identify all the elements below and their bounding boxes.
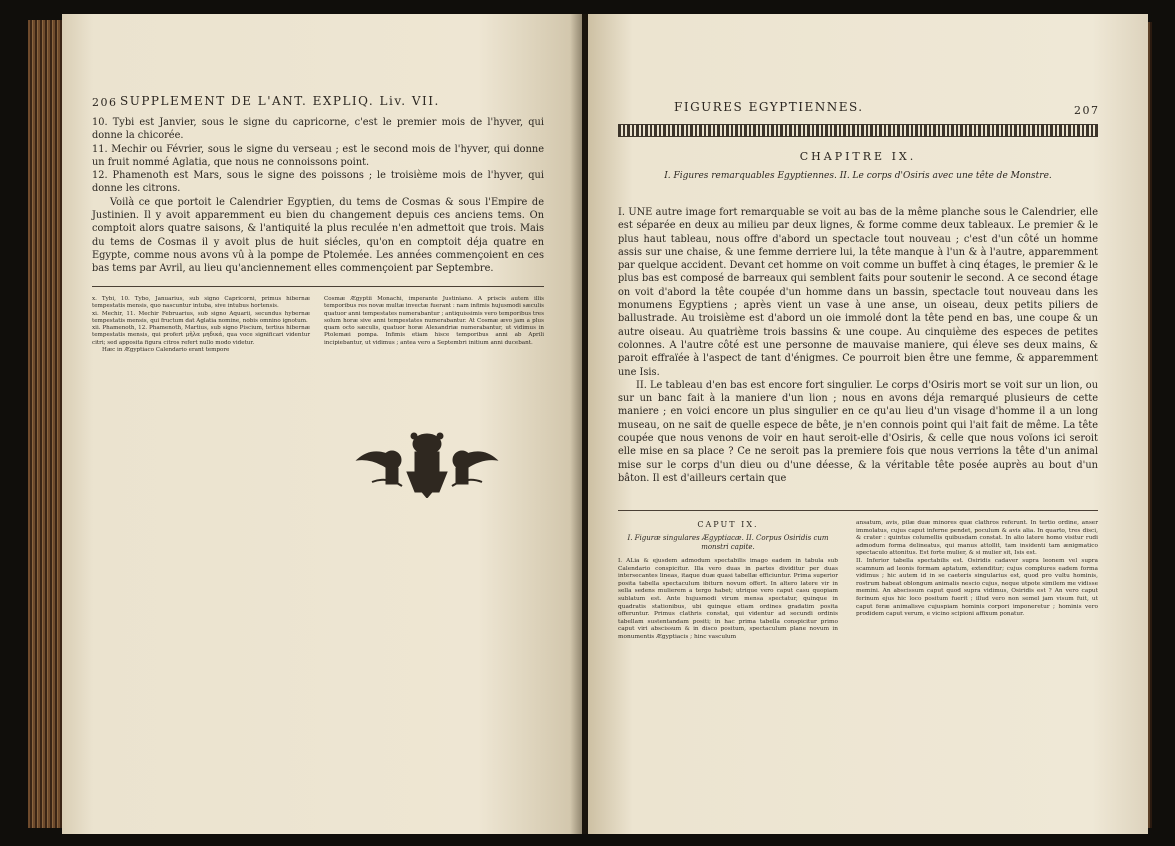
footnote-entry: xii. Phamenoth, 12. Phamenoth, Martius, sub signo Piscium, tertius hibernæ tempestatis mensis, qui profert μῆλα μηδικά, qua voce significari videntur citri; sed apposita figura citros refert nullo modo videtur. xyxy=(92,325,310,346)
latin-column-2: ansatum, avis, pilæ duæ minores quæ clathros referunt. In tertio ordine, anser immolatus, cujus caput inferne pendet, poculum & avis alia. In quarto, tres disci, & crater : quintus columellis quibusdam constat. In alio latere homo visitur rudi admodum forma delineatus, qui manus attollit, tam insidenti tam ænigmatico spectaculo attonitus. Est forte mulier, & si mulier sit, Isis est. II. Inferior tabella spectabilis est. Osiridis cadaver supra leonem vel supra scamnum ad leonis formam aptatum, extenditur; cujus complures eadem forma vidimus ; hic autem id in se caeteris singularius est, quod pro vultu hominis, rostrum habeat oblongum animalis nescio cujus, neque utpote similem me vidisse memini. An abscissum caput quod supra vidimus, Osiridis est ? An vero caput ferinum ejus hic loco positum fuerit ; illud vero non semel jam visum fuit, ut caput feræ animalisve cujuspiam hominis corpori imponeretur ; hominis vero prodidem caput verum, e vicino scipioni affixum ponatur. xyxy=(856,520,1098,618)
chapter-ornament-band xyxy=(618,124,1098,137)
chapter-heading: CHAPITRE IX. xyxy=(799,150,917,163)
main-text-paragraph: 10. Tybi est Janvier, sous le signe du capricorne, c'est le premier mois de l'hyver, qui donne la chicorée. xyxy=(92,117,544,142)
footnote-column-1 xyxy=(92,296,310,354)
ornament-vignette-icon xyxy=(352,426,502,498)
latin-column-1: I. ALia & ejusdem admodum spectabilis imago eadem in tabula sub Calendario conspicitur. Illa vero duas in partes dividitur per duas intersecantes lineas, itaque duæ quasi tabellæ efficiuntur. Prima superior posita tabella spectaculum ibiturn novum offert. In altero latere vir in sella sedens mulierem a tergo habet; utrique vero caput casu quopiam sublatum est. Ante hujusmodi virum mensa spectatur, quinque in quadratis stationibus, ubi quinque etiam ordines gradatim posita offeruntur. Primus clathris constat, qui videntur ad secundi ordinis tabellam sustentandam positi; in hac prima tabella conspicitur primo caput viri abscissum & in disco positum, spectaculum plane novum in monumentis Ægyptiacis ; hinc vasculum xyxy=(618,558,838,640)
latin-heading: CAPUT IX. xyxy=(697,520,759,529)
footnote-entry: x. Tybi, 10. Tybo, Januarius, sub signo Capricorni, primus hibernæ tempestatis mensis, quo nascuntur intuba, sive intubus hortensis. xyxy=(92,296,310,310)
left-page-number: 206 xyxy=(92,96,118,109)
main-text-paragraph: 11. Mechir ou Février, sous le signe du verseau ; est le second mois de l'hyver, qui donne un fruit nommé Aglatia, que nous ne connoissons point. xyxy=(92,143,544,168)
left-page xyxy=(62,14,582,834)
main-paragraph-2: II. Le tableau d'en bas est encore fort singulier. Le corps d'Osiris mort se voit sur un lion, ou sur un banc fait à la maniere d'un lion ; nous en avons déja remarqué plusieurs de cette maniere ; en voici encore un plus singulier en ce qu'au lieu d'un visage d'homme il a un long museau, on ne sait de quelle espece de bête, je n'en connois point qui l'ait fait de même. La tête coupée que nous venons de voir en haut seroit-elle d'Osiris, & celle que nous voïons ici seroit elle mise en sa place ? Ce ne seroit pas la premiere fois que nous verrions la tête d'un animal mise sur le corps d'un dieu ou d'une déesse, & la véritable tête posée auprès au bout d'un bâton. Il est d'ailleurs certain que xyxy=(618,379,1098,484)
right-main-text xyxy=(618,206,1098,485)
left-running-head: SUPPLEMENT DE L'ANT. EXPLIQ. Liv. VII. xyxy=(120,94,440,108)
latin-section-rule xyxy=(618,510,1098,511)
main-text-paragraph: Voilà ce que portoit le Calendrier Egyptien, du tems de Cosmas & sous l'Empire de Justinien. Il y avoit apparemment eu bien du changement depuis ces anciens tems. On comptoit alors quatre saisons, & l'antiquité la plus reculée n'en admettoit que trois. Mais du tems de Cosmas il y avoit plus de huit siécles, qu'on en comptoit déja quatre en Egypte, comme nous avons vû à la pompe de Ptolemée. Les années commençoient en ces bas tems par Avril, au lieu qu'anciennement elles commençoient par Septembre. xyxy=(92,196,544,275)
main-text-paragraph: 12. Phamenoth est Mars, sous le signe des poissons ; le troisième mois de l'hyver, qui donne les citrons. xyxy=(92,170,544,195)
chapter-summary: I. Figures remarquables Egyptiennes. II. Le corps d'Osiris avec une tête de Monstre. xyxy=(664,171,1052,181)
latin-summary: I. Figuræ singulares Ægyptiacæ. II. Corpus Osiridis cum monstri capite. xyxy=(627,534,829,551)
right-page-number: 207 xyxy=(1074,104,1100,117)
right-page xyxy=(588,14,1148,834)
footnote-column-2: Cosmæ Ægyptii Monachi, imperante Justiniano. A priscis autem illis temporibus res novæ multæ invectæ fuerant : nam infimis hujusmodi sæculis quatuor anni tempestates numerabantur ; antiquissimis vero temporibus tres solum horæ sive anni tempestates numerabantur. At Cosmæ ævo jam a plus quam octo sæculis, quatuor horæ Alexandriæ numerabantur, ut vidimus in Ptolemæi pompa. Infimis etiam hisce temporibus anni ab Aprili incipiebantur, ut vidimus ; antea vero a Septembri initium anni ducebant. xyxy=(324,296,544,346)
footnote-rule xyxy=(92,286,544,287)
footnote-entry: xi. Mechir, 11. Mechir Februarius, sub signo Aquarii, secundus hybernæ tempestatis mensis, qui fructum dat Aglatia nomine, nobis omnino ignotum. xyxy=(92,310,310,324)
main-paragraph-1: I. UNE autre image fort remarquable se voit au bas de la même planche sous le Calendrier, elle est séparée en deux au milieu par deux lignes, & forme comme deux tableaux. Le premier & le plus haut tableau, nous offre d'abord un spectacle tout nouveau ; c'est d'un côté un homme assis sur une chaise, & une femme derriere lui, la tête manque à l'un & à l'autre, apparemment par quelque accident. Devant cet homme on voit comme un buffet à cinq étages, le premier & le plus bas est composé de barreaux qui semblent faits pour soutenir le second. A ce second étage on voit d'abord la tête coupée d'un homme dans un bassin, spectacle tout nouveau dans les monumens Egyptiens ; après vient un vase à une anse, un oiseau, deux petits piliers de ballustrade. Au troisième est d'abord un oie immolé dont la tête pend en bas, une coupe & un autre oiseau. Au quatrième trois bassins & une coupe. Au cinquième des especes de petites colonnes. A l'autre côté est une personne de mauvaise maniere, qui éleve ses deux mains, & paroit effraïée à l'aspect de tant d'énigmes. Ce pourroit bien être une femme, & apparemment une Isis. xyxy=(618,207,1098,378)
left-main-text xyxy=(92,116,544,276)
right-running-head: FIGURES EGYPTIENNES. xyxy=(674,100,864,114)
footnote-entry: Hæc in Ægyptiaco Calendario erant tempore xyxy=(102,347,230,354)
